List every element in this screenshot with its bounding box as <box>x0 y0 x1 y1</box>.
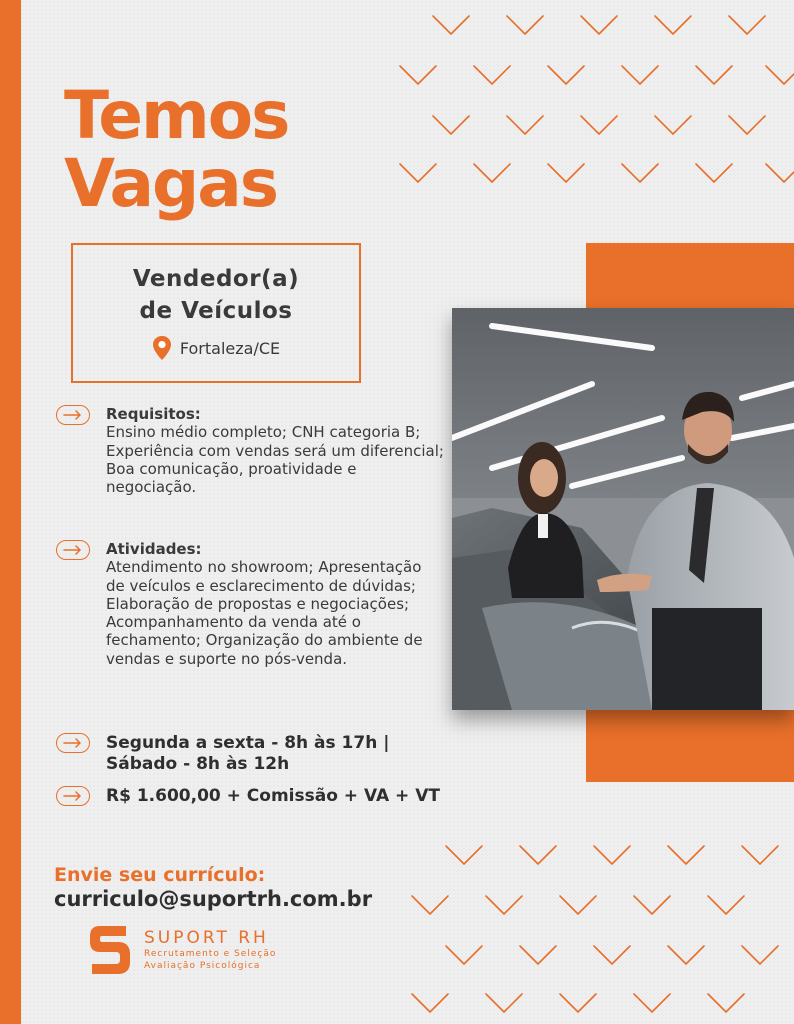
chevron-down-icon <box>668 946 704 964</box>
chevron-down-icon <box>548 164 584 182</box>
requirements-text: Ensino médio completo; CNH categoria B; Experiência com vendas será um diferencial; Boa comunicação, proatividade e negociação. <box>106 423 444 497</box>
chevron-down-icon <box>696 164 732 182</box>
requirements-section <box>56 405 444 496</box>
activities-heading: Atividades: <box>106 540 202 558</box>
contact-label: Envie seu currículo: <box>54 864 266 886</box>
chevron-down-icon <box>742 846 778 864</box>
chevron-down-icon <box>486 994 522 1012</box>
chevron-down-icon <box>622 66 658 84</box>
contact-email[interactable]: curriculo@suportrh.com.br <box>54 887 373 911</box>
company-logo <box>86 922 276 978</box>
job-title <box>73 263 359 327</box>
chevron-down-icon <box>474 66 510 84</box>
chevron-down-icon <box>474 164 510 182</box>
location-text: Fortaleza/CE <box>179 338 281 358</box>
chevron-down-icon <box>729 16 765 34</box>
chevron-down-icon <box>668 846 704 864</box>
accent-block-top <box>586 243 794 308</box>
chevron-pattern-top <box>390 0 794 200</box>
chevron-down-icon <box>581 16 617 34</box>
schedule-text <box>106 733 389 775</box>
headline <box>64 77 289 222</box>
chevron-down-icon <box>622 164 658 182</box>
left-accent-bar <box>0 0 21 1024</box>
chevron-down-icon <box>507 16 543 34</box>
salary-section <box>56 786 440 807</box>
chevron-down-icon <box>594 946 630 964</box>
chevron-down-icon <box>560 994 596 1012</box>
chevron-down-icon <box>766 66 794 84</box>
chevron-down-icon <box>708 994 744 1012</box>
requirements-heading: Requisitos: <box>106 405 201 423</box>
chevron-down-icon <box>400 66 436 84</box>
chevron-down-icon <box>446 846 482 864</box>
headline-line-1: Temos <box>64 77 289 154</box>
chevron-down-icon <box>708 896 744 914</box>
chevron-down-icon <box>655 116 691 134</box>
accent-block-bottom <box>586 710 794 782</box>
logo-name: SUPORT RH <box>144 928 269 948</box>
chevron-down-icon <box>729 116 765 134</box>
chevron-down-icon <box>560 896 596 914</box>
salary-text: R$ 1.600,00 + Comissão + VA + VT <box>106 786 440 806</box>
chevron-down-icon <box>696 66 732 84</box>
schedule-line-1: Segunda a sexta - 8h às 17h | <box>106 733 390 753</box>
chevron-down-icon <box>433 16 469 34</box>
logo-subtitle-2: Avaliação Psicológica <box>144 961 261 971</box>
chevron-down-icon <box>634 896 670 914</box>
activities-text: Atendimento no showroom; Apresentação de veículos e esclarecimento de dúvidas; Elaboração de propostas e negociações; Acompanhamento da venda até o fechamento; Organização do ambiente de vendas e suporte no pós-venda. <box>106 558 423 668</box>
arrow-right-icon <box>56 786 90 806</box>
suport-logo-mark-icon <box>86 922 132 978</box>
chevron-down-icon <box>433 116 469 134</box>
chevron-down-icon <box>548 66 584 84</box>
chevron-down-icon <box>742 946 778 964</box>
chevron-down-icon <box>655 16 691 34</box>
chevron-down-icon <box>634 994 670 1012</box>
job-title-line-1: Vendedor(a) <box>132 266 300 292</box>
chevron-down-icon <box>520 846 556 864</box>
location-pin-icon <box>152 335 172 361</box>
activities-section <box>56 540 444 668</box>
chevron-pattern-bottom <box>400 834 794 1024</box>
chevron-down-icon <box>446 946 482 964</box>
headline-line-2: Vagas <box>64 145 278 222</box>
location <box>73 335 359 361</box>
chevron-down-icon <box>581 116 617 134</box>
chevron-down-icon <box>507 116 543 134</box>
arrow-right-icon <box>56 733 90 753</box>
arrow-right-icon <box>56 540 90 560</box>
requirements-body <box>106 405 444 496</box>
chevron-down-icon <box>412 896 448 914</box>
chevron-down-icon <box>400 164 436 182</box>
chevron-down-icon <box>766 164 794 182</box>
schedule-line-2: Sábado - 8h às 12h <box>106 754 290 774</box>
showroom-photo <box>452 308 794 710</box>
activities-body <box>106 540 444 668</box>
logo-subtitle-1: Recrutamento e Seleção <box>144 949 277 959</box>
chevron-down-icon <box>486 896 522 914</box>
chevron-down-icon <box>520 946 556 964</box>
logo-text <box>144 928 276 972</box>
schedule-section <box>56 733 389 775</box>
arrow-right-icon <box>56 405 90 425</box>
job-title-line-2: de Veículos <box>139 298 293 324</box>
contact-block <box>54 864 372 912</box>
chevron-down-icon <box>594 846 630 864</box>
chevron-down-icon <box>412 994 448 1012</box>
job-title-box <box>71 243 361 383</box>
